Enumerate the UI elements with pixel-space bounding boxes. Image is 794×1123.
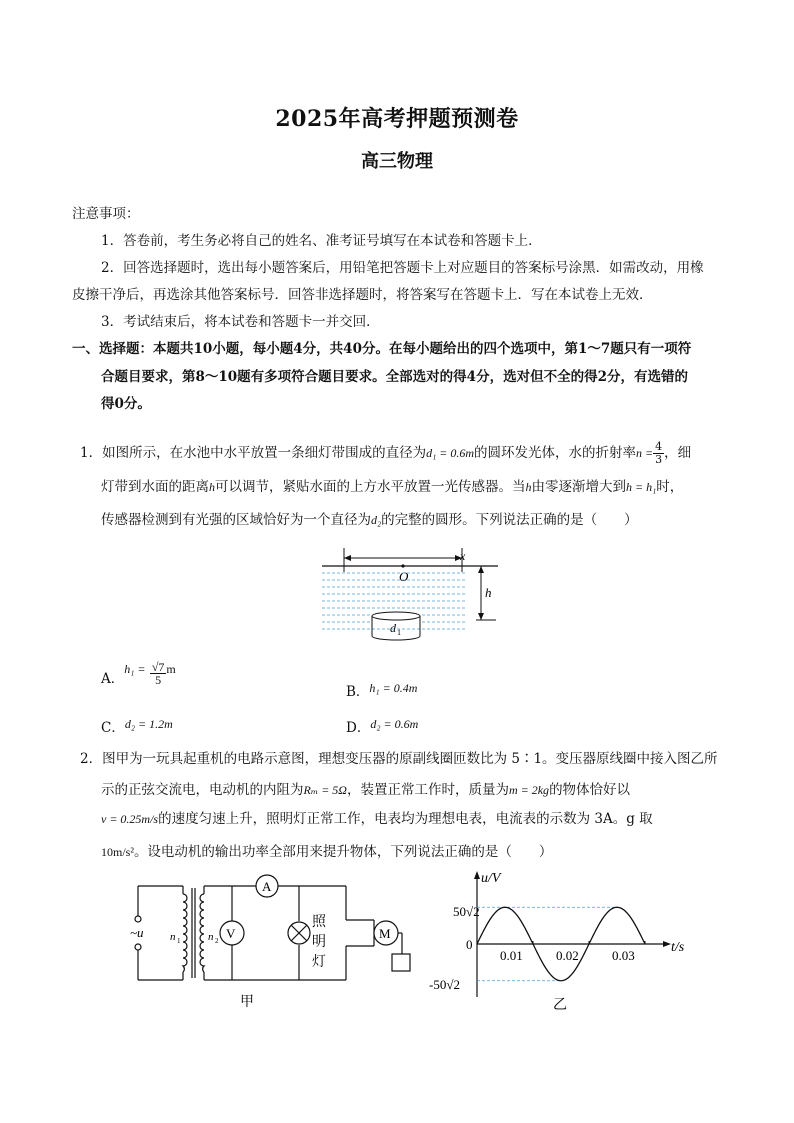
arrow-up-icon [478,566,484,573]
x-tick-1: 0.01 [500,948,523,963]
x-tick-2: 0.02 [556,948,579,963]
option-label: A． [101,671,125,687]
primary-coil [183,894,187,972]
y-tick-zero: 0 [466,937,473,952]
secondary-coil [200,894,204,972]
q1-text: 可以调节，紧贴水面的上方水平放置一光传感器。当 [215,479,526,495]
q1-option-c[interactable] [101,717,173,739]
q1-n-fraction [653,441,664,466]
q1-text: 传感器检测到有光强的区域恰好为一个直径为 [101,512,371,528]
chart-x-label: t/s [671,940,685,955]
q1-h-symbol: h [525,480,532,494]
q2-line-3 [101,808,653,830]
q1-n-formula: n = [636,446,654,460]
option-b-value: h₁ = 0.4m [369,681,418,695]
n1-label: n [170,931,176,943]
q1-text: 的圆环发光体，水的折射率 [474,445,637,461]
option-a-unit: m [166,662,176,676]
q1-line-3 [101,509,638,531]
q1-h-symbol: h [209,480,215,494]
q2-g-formula: 10m/s² [101,845,134,859]
q1-d2-symbol: d₂ [371,513,382,527]
q2-line-2 [101,779,630,801]
section-heading-line-2: 合题目要求，第8～10题有多项符合题目要求。全部选对的得4分，选对但不全的得2分，有选错的 [101,369,688,385]
y-tick-min: -50√2 [429,977,460,992]
arrow-down-icon [478,613,484,620]
lamp-label-2: 明 [312,935,326,950]
section-heading-line-1: 一、选择题：本题共10小题，每小题4分，共40分。在每小题给出的四个选项中，第1～7题只有一项符 [72,341,692,357]
option-label: B． [346,684,370,700]
q1-pool-diagram [318,540,518,655]
option-c-value: d₂ = 1.2m [124,717,173,731]
voltmeter-label: V [226,926,236,941]
q2-line-4 [101,841,552,863]
center-label: O [399,569,409,584]
q1-h1-formula: h = h₁ [626,480,657,494]
input-terminal-bottom [135,944,141,950]
option-a-fraction [150,661,167,686]
figure-caption: 乙 [553,998,567,1013]
option-a-lhs: h₁ = [124,662,146,676]
figure-caption: 甲 [240,995,254,1010]
h-label: h [485,585,492,600]
n2-label: n [208,931,214,943]
q1-text: 时， [656,479,684,495]
page-title: 2025年高考押题预测卷 [275,106,519,132]
q1-text: 1．如图所示，在水池中水平放置一条细灯带围成的直径为 [80,445,427,461]
q2-line-1: 2．图甲为一玩具起重机的电路示意图，理想变压器的原副线圈匝数比为 5∶1。变压器原线圈中接入图乙所 [80,751,718,767]
q1-option-d[interactable] [346,717,418,739]
fraction-numerator: 4 [655,440,663,453]
notice-item-3: 3．考试结束后，将本试卷和答题卡一并交回． [101,314,380,330]
center-point [401,564,404,567]
q2-r-formula: Rₘ = 5Ω [303,783,347,797]
q2-v-formula: v = 0.25m/s [101,812,159,826]
notice-item-1: 1．答卷前，考生务必将自己的姓名、准考证号填写在本试卷和答题卡上． [101,233,542,249]
lamp-label-3: 灯 [312,955,326,970]
notice-item-2-line-2: 皮擦干净后，再选涂其他答案标号．回答非选择题时，将答案写在答题卡上．写在本试卷上无效． [72,287,653,303]
notice-heading: 注意事项： [72,206,140,222]
q1-text: 由零逐渐增大到 [531,479,626,495]
d1-label: d [390,621,396,635]
q2-text: 的物体恰好以 [549,782,631,798]
fraction-numerator: √7 [151,660,165,674]
load-block [392,954,410,971]
input-terminal-top [135,916,141,922]
q1-line-2 [101,476,683,498]
q1-d1-formula: d₁ = 0.6m [426,446,475,460]
x-axis-arrow-icon [663,941,671,947]
q1-text: 灯带到水面的距离 [101,479,209,495]
section-heading-line-3: 得0分。 [101,396,151,412]
q2-m-formula: m = 2kg [508,783,550,797]
q2-text: 示的正弦交流电，电动机的内阻为 [101,782,304,798]
q1-option-b[interactable] [346,681,417,703]
q2-circuit-diagram [128,870,418,1015]
page-subtitle: 高三物理 [361,151,433,172]
lamp-label-1: 照 [312,915,326,930]
q2-text: 。设电动机的输出功率全部用来提升物体，下列说法正确的是（ ） [133,844,553,860]
y-tick-max: 50√2 [453,904,480,919]
x-tick-3: 0.03 [612,948,635,963]
q2-text: ，装置正常工作时，质量为 [346,782,509,798]
chart-y-label: u/V [481,871,501,886]
svg-text:2: 2 [215,937,219,945]
motor-label: M [379,926,391,941]
q1-text: 的完整的圆形。下列说法正确的是（ ） [381,512,638,528]
d1-subscript: 1 [397,628,401,637]
y-axis-arrow-icon [474,871,480,879]
svg-text:1: 1 [177,937,181,945]
light-ring-top [372,612,420,620]
ammeter-label: A [262,879,272,894]
option-d-value: d₂ = 0.6m [370,717,419,731]
q2-text: 的速度匀速上升，照明灯正常工作，电表均为理想电表，电流表的示数为 3A。g 取 [158,811,653,827]
option-label: D． [346,720,371,736]
source-label: ~u [130,925,144,940]
arrow-left-icon [344,555,351,561]
option-label: C． [101,720,125,736]
q1-line-1 [80,441,691,466]
fraction-denominator: 5 [155,673,162,687]
x-axis-label: x [460,549,466,563]
q1-option-a[interactable] [101,660,176,692]
q2-sine-chart [425,865,695,1015]
q1-text: ，细 [664,445,692,461]
notice-item-2-line-1: 2．回答选择题时，选出每小题答案后，用铅笔把答题卡上对应题目的答案标号涂黑．如需改动，用橡 [101,260,704,276]
fraction-denominator: 3 [655,453,663,466]
